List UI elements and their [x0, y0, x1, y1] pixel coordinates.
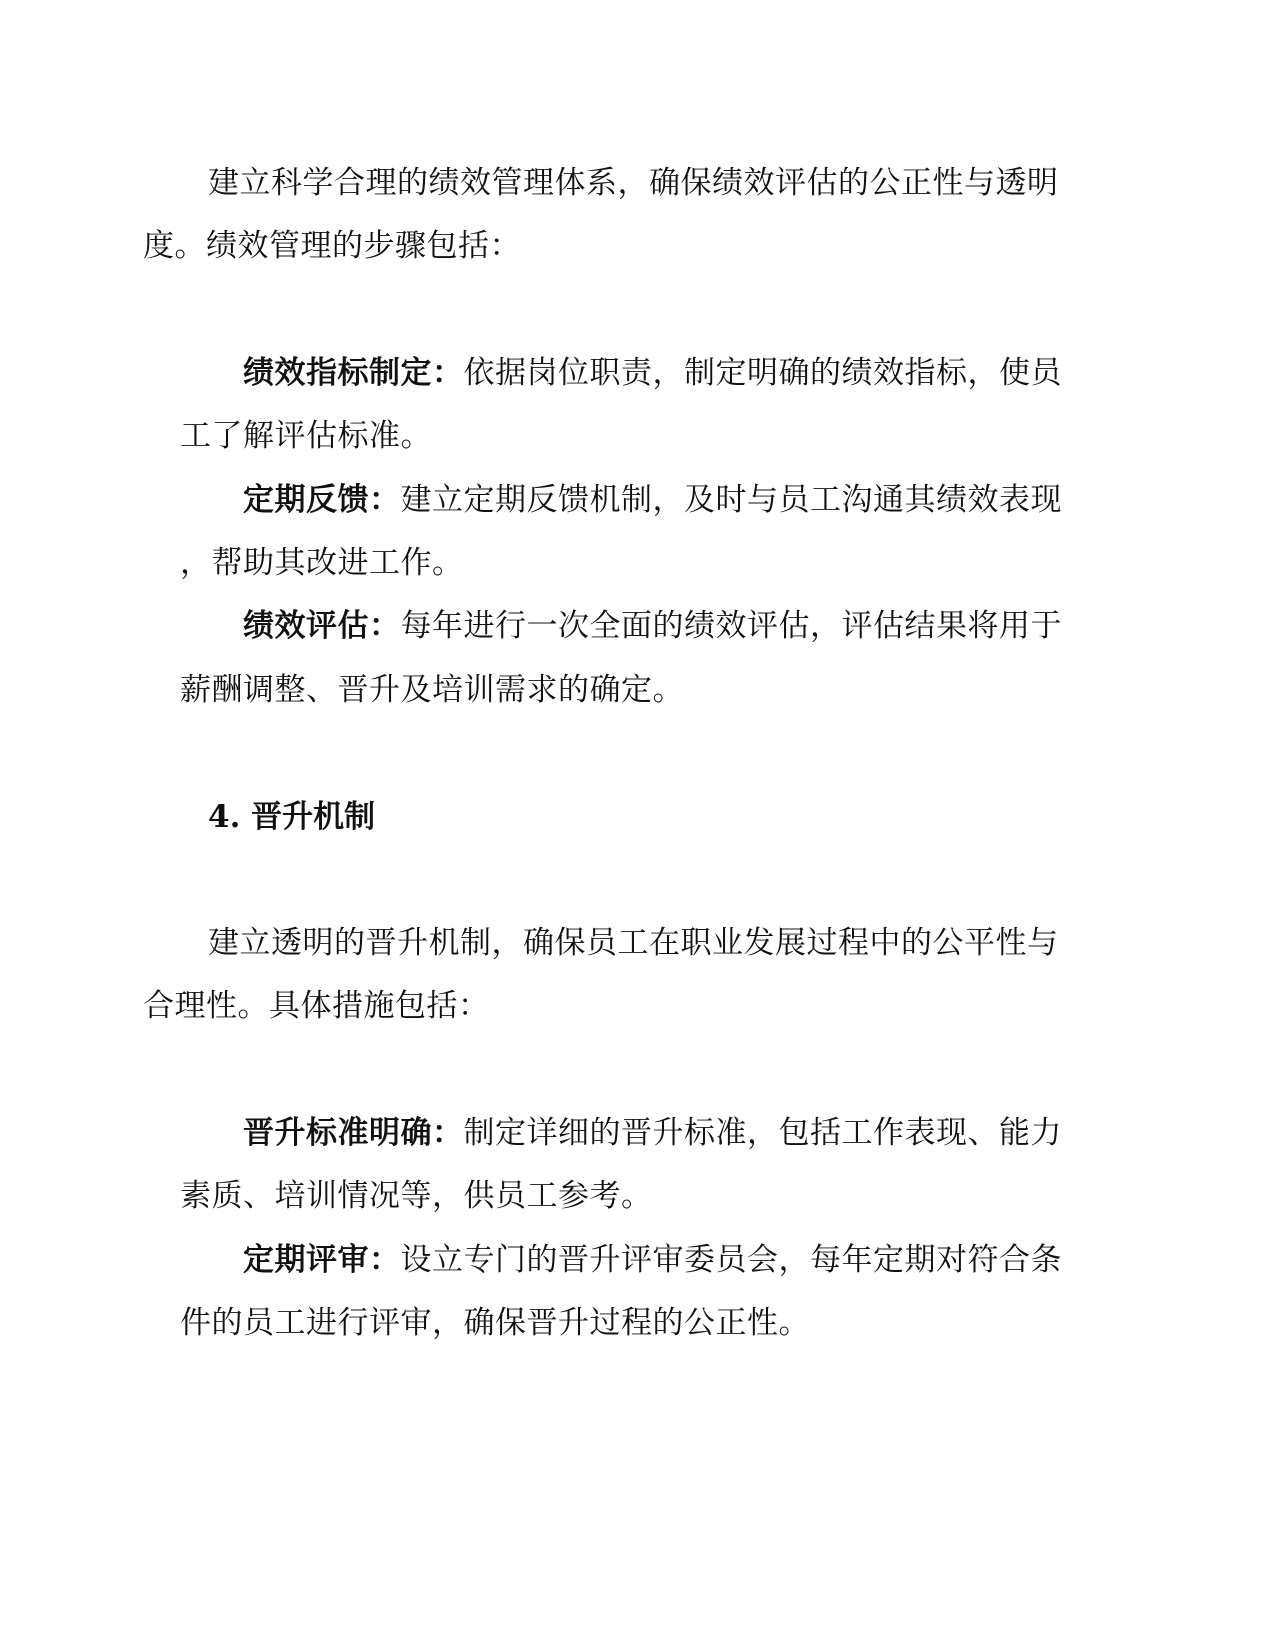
promo-item-2-line-1: [243, 1240, 1062, 1280]
perf-item-2-term: 定期反馈：: [243, 482, 401, 518]
perf-item-2-line-1: [243, 480, 1062, 520]
perf-item-2-line-2: ，帮助其改进工作。: [180, 545, 464, 581]
perf-item-1-line-1: [243, 353, 1062, 393]
section-4-intro-line-1: 建立透明的晋升机制，确保员工在职业发展过程中的公平性与: [208, 925, 1059, 961]
promo-item-1-line-2: 素质、培训情况等，供员工参考。: [180, 1178, 653, 1214]
intro-paragraph-line-1: 建立科学合理的绩效管理体系，确保绩效评估的公正性与透明: [208, 165, 1059, 201]
perf-item-3-text: 每年进行一次全面的绩效评估，评估结果将用于: [400, 608, 1062, 644]
perf-item-3-line-2: 薪酬调整、晋升及培训需求的确定。: [180, 672, 684, 708]
perf-item-1-text: 依据岗位职责，制定明确的绩效指标，使员: [463, 355, 1062, 391]
perf-item-1-term: 绩效指标制定：: [243, 355, 464, 391]
perf-item-3-term: 绩效评估：: [243, 608, 401, 644]
promo-item-2-line-2: 件的员工进行评审，确保晋升过程的公正性。: [180, 1305, 810, 1341]
intro-paragraph-line-2: 度。绩效管理的步骤包括：: [143, 228, 521, 264]
promo-item-1-line-1: [243, 1113, 1062, 1153]
perf-item-3-line-1: [243, 606, 1062, 646]
promo-item-1-term: 晋升标准明确：: [243, 1115, 464, 1151]
promo-item-1-text: 制定详细的晋升标准，包括工作表现、能力: [463, 1115, 1062, 1151]
perf-item-1-line-2: 工了解评估标准。: [180, 418, 432, 454]
section-4-heading: 4. 晋升机制: [208, 799, 376, 835]
promo-item-2-text: 设立专门的晋升评审委员会，每年定期对符合条: [400, 1242, 1062, 1278]
perf-item-2-text: 建立定期反馈机制，及时与员工沟通其绩效表现: [400, 482, 1062, 518]
promo-item-2-term: 定期评审：: [243, 1242, 401, 1278]
section-4-intro-line-2: 合理性。具体措施包括：: [143, 988, 490, 1024]
